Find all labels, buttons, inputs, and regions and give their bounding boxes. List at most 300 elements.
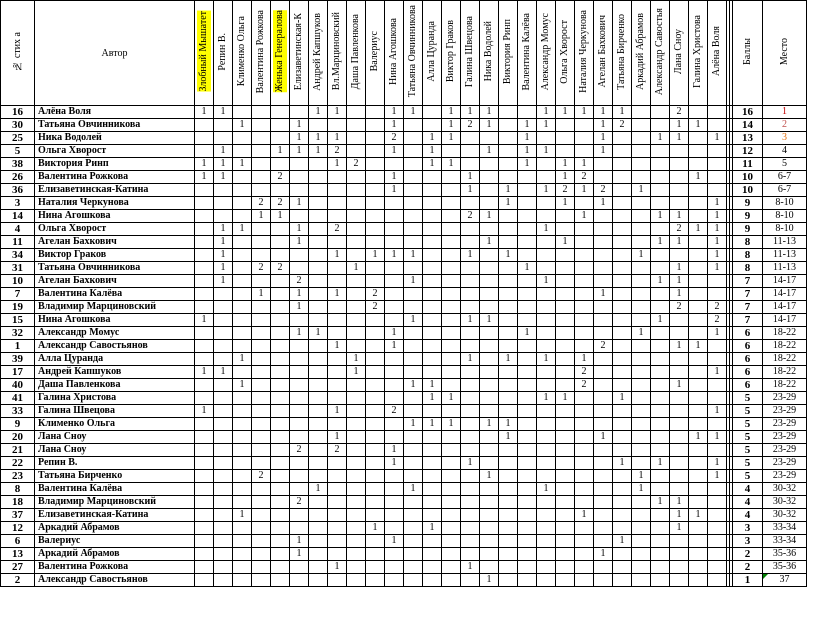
vote-cell[interactable] bbox=[214, 444, 233, 457]
vote-cell[interactable] bbox=[347, 288, 366, 301]
vote-cell[interactable] bbox=[632, 405, 651, 418]
vote-cell[interactable] bbox=[442, 327, 461, 340]
vote-cell[interactable] bbox=[385, 392, 404, 405]
vote-cell[interactable] bbox=[233, 236, 252, 249]
vote-cell[interactable] bbox=[423, 210, 442, 223]
vote-cell[interactable] bbox=[708, 496, 727, 509]
author-cell[interactable]: Галина Христова bbox=[35, 392, 195, 405]
vote-cell[interactable]: 2 bbox=[252, 262, 271, 275]
vote-cell[interactable] bbox=[195, 561, 214, 574]
vote-cell[interactable] bbox=[499, 327, 518, 340]
vote-cell[interactable] bbox=[461, 496, 480, 509]
vote-cell[interactable]: 1 bbox=[499, 418, 518, 431]
poem-number-cell[interactable]: 10 bbox=[1, 275, 35, 288]
vote-cell[interactable] bbox=[575, 444, 594, 457]
vote-cell[interactable] bbox=[233, 249, 252, 262]
vote-cell[interactable] bbox=[252, 574, 271, 587]
place-cell[interactable]: 14-17 bbox=[763, 288, 807, 301]
vote-cell[interactable]: 1 bbox=[480, 470, 499, 483]
vote-cell[interactable] bbox=[461, 548, 480, 561]
place-cell[interactable]: 4 bbox=[763, 145, 807, 158]
vote-cell[interactable] bbox=[594, 301, 613, 314]
vote-cell[interactable]: 1 bbox=[442, 119, 461, 132]
vote-cell[interactable] bbox=[366, 340, 385, 353]
vote-cell[interactable] bbox=[575, 574, 594, 587]
vote-cell[interactable] bbox=[195, 392, 214, 405]
vote-cell[interactable] bbox=[613, 132, 632, 145]
vote-cell[interactable]: 1 bbox=[290, 548, 309, 561]
vote-cell[interactable] bbox=[404, 405, 423, 418]
vote-cell[interactable] bbox=[347, 301, 366, 314]
vote-cell[interactable] bbox=[480, 171, 499, 184]
vote-cell[interactable] bbox=[385, 223, 404, 236]
vote-cell[interactable]: 2 bbox=[461, 210, 480, 223]
vote-cell[interactable]: 2 bbox=[328, 145, 347, 158]
vote-cell[interactable] bbox=[195, 509, 214, 522]
vote-cell[interactable] bbox=[404, 158, 423, 171]
vote-cell[interactable]: 1 bbox=[214, 106, 233, 119]
author-header-cell[interactable] bbox=[35, 1, 195, 106]
vote-cell[interactable] bbox=[499, 145, 518, 158]
vote-cell[interactable] bbox=[195, 340, 214, 353]
vote-cell[interactable]: 1 bbox=[556, 171, 575, 184]
vote-cell[interactable] bbox=[480, 327, 499, 340]
vote-cell[interactable]: 2 bbox=[271, 171, 290, 184]
vote-cell[interactable] bbox=[214, 210, 233, 223]
vote-cell[interactable] bbox=[537, 210, 556, 223]
place-cell[interactable]: 23-29 bbox=[763, 405, 807, 418]
poem-number-cell[interactable]: 40 bbox=[1, 379, 35, 392]
vote-cell[interactable] bbox=[252, 522, 271, 535]
vote-cell[interactable]: 1 bbox=[556, 106, 575, 119]
vote-cell[interactable]: 1 bbox=[480, 145, 499, 158]
vote-cell[interactable] bbox=[499, 496, 518, 509]
vote-cell[interactable] bbox=[290, 574, 309, 587]
score-cell[interactable]: 10 bbox=[733, 171, 763, 184]
poem-number-cell[interactable]: 22 bbox=[1, 457, 35, 470]
vote-cell[interactable] bbox=[290, 314, 309, 327]
author-cell[interactable]: Александр Момус bbox=[35, 327, 195, 340]
vote-cell[interactable] bbox=[480, 405, 499, 418]
place-cell[interactable]: 3 bbox=[763, 132, 807, 145]
vote-cell[interactable]: 1 bbox=[670, 509, 689, 522]
vote-cell[interactable]: 1 bbox=[613, 535, 632, 548]
vote-cell[interactable] bbox=[537, 496, 556, 509]
vote-cell[interactable]: 1 bbox=[461, 457, 480, 470]
score-cell[interactable]: 7 bbox=[733, 301, 763, 314]
vote-cell[interactable] bbox=[480, 457, 499, 470]
vote-cell[interactable]: 1 bbox=[613, 457, 632, 470]
vote-cell[interactable] bbox=[366, 470, 385, 483]
vote-cell[interactable] bbox=[480, 392, 499, 405]
vote-cell[interactable]: 1 bbox=[556, 158, 575, 171]
vote-cell[interactable] bbox=[385, 483, 404, 496]
vote-cell[interactable] bbox=[366, 145, 385, 158]
vote-cell[interactable] bbox=[385, 353, 404, 366]
vote-cell[interactable] bbox=[461, 535, 480, 548]
vote-cell[interactable] bbox=[632, 574, 651, 587]
vote-cell[interactable] bbox=[385, 288, 404, 301]
vote-cell[interactable] bbox=[632, 223, 651, 236]
vote-cell[interactable] bbox=[556, 366, 575, 379]
poem-number-cell[interactable]: 5 bbox=[1, 145, 35, 158]
vote-cell[interactable]: 2 bbox=[252, 197, 271, 210]
vote-cell[interactable] bbox=[537, 561, 556, 574]
vote-cell[interactable] bbox=[271, 132, 290, 145]
vote-cell[interactable] bbox=[271, 314, 290, 327]
vote-cell[interactable] bbox=[708, 340, 727, 353]
vote-cell[interactable] bbox=[290, 210, 309, 223]
vote-cell[interactable]: 1 bbox=[480, 314, 499, 327]
vote-cell[interactable] bbox=[708, 522, 727, 535]
vote-cell[interactable] bbox=[347, 457, 366, 470]
vote-cell[interactable] bbox=[594, 158, 613, 171]
score-cell[interactable]: 6 bbox=[733, 379, 763, 392]
vote-cell[interactable] bbox=[575, 431, 594, 444]
vote-cell[interactable]: 2 bbox=[556, 184, 575, 197]
vote-cell[interactable]: 1 bbox=[518, 158, 537, 171]
author-cell[interactable]: Валентина Рожкова bbox=[35, 171, 195, 184]
vote-cell[interactable] bbox=[708, 158, 727, 171]
vote-cell[interactable] bbox=[366, 262, 385, 275]
vote-cell[interactable]: 1 bbox=[328, 561, 347, 574]
vote-cell[interactable] bbox=[575, 236, 594, 249]
vote-cell[interactable] bbox=[252, 418, 271, 431]
vote-cell[interactable] bbox=[404, 262, 423, 275]
vote-cell[interactable] bbox=[347, 197, 366, 210]
vote-cell[interactable] bbox=[252, 535, 271, 548]
vote-cell[interactable] bbox=[423, 275, 442, 288]
vote-cell[interactable] bbox=[518, 301, 537, 314]
vote-cell[interactable]: 1 bbox=[214, 223, 233, 236]
vote-cell[interactable] bbox=[271, 457, 290, 470]
vote-cell[interactable] bbox=[461, 392, 480, 405]
vote-cell[interactable] bbox=[385, 561, 404, 574]
vote-cell[interactable]: 1 bbox=[404, 418, 423, 431]
vote-cell[interactable] bbox=[252, 340, 271, 353]
vote-cell[interactable] bbox=[499, 509, 518, 522]
place-cell[interactable]: 33-34 bbox=[763, 522, 807, 535]
vote-cell[interactable] bbox=[575, 301, 594, 314]
vote-cell[interactable]: 1 bbox=[670, 275, 689, 288]
judge-header-cell[interactable] bbox=[252, 1, 271, 106]
vote-cell[interactable] bbox=[537, 366, 556, 379]
vote-cell[interactable] bbox=[290, 249, 309, 262]
vote-cell[interactable] bbox=[404, 197, 423, 210]
vote-cell[interactable] bbox=[518, 457, 537, 470]
vote-cell[interactable] bbox=[708, 392, 727, 405]
vote-cell[interactable] bbox=[613, 184, 632, 197]
author-cell[interactable]: Репин В. bbox=[35, 457, 195, 470]
vote-cell[interactable] bbox=[328, 275, 347, 288]
vote-cell[interactable]: 1 bbox=[670, 210, 689, 223]
vote-cell[interactable] bbox=[575, 496, 594, 509]
vote-cell[interactable] bbox=[594, 262, 613, 275]
vote-cell[interactable] bbox=[404, 145, 423, 158]
vote-cell[interactable]: 1 bbox=[328, 106, 347, 119]
vote-cell[interactable] bbox=[689, 457, 708, 470]
vote-cell[interactable] bbox=[689, 158, 708, 171]
author-cell[interactable]: Даша Павленкова bbox=[35, 379, 195, 392]
author-cell[interactable]: Ольга Хворост bbox=[35, 145, 195, 158]
vote-cell[interactable] bbox=[518, 431, 537, 444]
vote-cell[interactable]: 1 bbox=[404, 314, 423, 327]
author-cell[interactable]: Агелан Бахкович bbox=[35, 275, 195, 288]
vote-cell[interactable] bbox=[442, 457, 461, 470]
vote-cell[interactable] bbox=[309, 340, 328, 353]
vote-cell[interactable] bbox=[423, 483, 442, 496]
vote-cell[interactable] bbox=[632, 418, 651, 431]
vote-cell[interactable] bbox=[651, 574, 670, 587]
vote-cell[interactable] bbox=[708, 353, 727, 366]
vote-cell[interactable] bbox=[518, 366, 537, 379]
vote-cell[interactable] bbox=[651, 418, 670, 431]
poem-number-cell[interactable]: 39 bbox=[1, 353, 35, 366]
vote-cell[interactable] bbox=[271, 249, 290, 262]
vote-cell[interactable] bbox=[195, 574, 214, 587]
vote-cell[interactable] bbox=[575, 197, 594, 210]
vote-cell[interactable] bbox=[233, 548, 252, 561]
vote-cell[interactable] bbox=[233, 275, 252, 288]
vote-cell[interactable] bbox=[613, 509, 632, 522]
vote-cell[interactable] bbox=[442, 275, 461, 288]
vote-cell[interactable] bbox=[214, 496, 233, 509]
score-cell[interactable]: 7 bbox=[733, 275, 763, 288]
vote-cell[interactable]: 1 bbox=[689, 171, 708, 184]
vote-cell[interactable] bbox=[233, 132, 252, 145]
vote-cell[interactable] bbox=[651, 340, 670, 353]
score-cell[interactable]: 8 bbox=[733, 236, 763, 249]
vote-cell[interactable] bbox=[537, 574, 556, 587]
vote-cell[interactable] bbox=[404, 301, 423, 314]
vote-cell[interactable]: 2 bbox=[328, 223, 347, 236]
place-cell[interactable]: 23-29 bbox=[763, 470, 807, 483]
vote-cell[interactable] bbox=[689, 314, 708, 327]
vote-cell[interactable] bbox=[214, 405, 233, 418]
vote-cell[interactable] bbox=[233, 327, 252, 340]
vote-cell[interactable] bbox=[461, 405, 480, 418]
poem-number-cell[interactable]: 36 bbox=[1, 184, 35, 197]
vote-cell[interactable] bbox=[556, 340, 575, 353]
vote-cell[interactable] bbox=[328, 184, 347, 197]
vote-cell[interactable] bbox=[632, 145, 651, 158]
author-cell[interactable]: Валентина Рожкова bbox=[35, 561, 195, 574]
vote-cell[interactable] bbox=[271, 574, 290, 587]
vote-cell[interactable]: 1 bbox=[195, 106, 214, 119]
vote-cell[interactable] bbox=[442, 171, 461, 184]
vote-cell[interactable] bbox=[556, 444, 575, 457]
vote-cell[interactable] bbox=[290, 262, 309, 275]
score-cell[interactable]: 6 bbox=[733, 353, 763, 366]
vote-cell[interactable] bbox=[347, 574, 366, 587]
vote-cell[interactable] bbox=[689, 275, 708, 288]
vote-cell[interactable] bbox=[613, 210, 632, 223]
vote-cell[interactable]: 1 bbox=[708, 236, 727, 249]
vote-cell[interactable] bbox=[594, 509, 613, 522]
poem-number-cell[interactable]: 19 bbox=[1, 301, 35, 314]
vote-cell[interactable]: 1 bbox=[309, 106, 328, 119]
vote-cell[interactable] bbox=[366, 483, 385, 496]
vote-cell[interactable]: 1 bbox=[499, 249, 518, 262]
score-cell[interactable]: 4 bbox=[733, 496, 763, 509]
vote-cell[interactable]: 1 bbox=[442, 392, 461, 405]
vote-cell[interactable] bbox=[651, 158, 670, 171]
vote-cell[interactable]: 1 bbox=[480, 210, 499, 223]
vote-cell[interactable] bbox=[613, 366, 632, 379]
poem-number-cell[interactable]: 30 bbox=[1, 119, 35, 132]
vote-cell[interactable]: 1 bbox=[556, 392, 575, 405]
vote-cell[interactable]: 1 bbox=[708, 470, 727, 483]
vote-cell[interactable] bbox=[613, 223, 632, 236]
vote-cell[interactable] bbox=[423, 496, 442, 509]
vote-cell[interactable] bbox=[366, 392, 385, 405]
author-cell[interactable]: Виктор Граков bbox=[35, 249, 195, 262]
vote-cell[interactable] bbox=[556, 249, 575, 262]
poem-number-cell[interactable]: 26 bbox=[1, 171, 35, 184]
vote-cell[interactable] bbox=[195, 457, 214, 470]
vote-cell[interactable] bbox=[632, 444, 651, 457]
vote-cell[interactable] bbox=[480, 483, 499, 496]
vote-cell[interactable] bbox=[423, 327, 442, 340]
score-cell[interactable]: 6 bbox=[733, 366, 763, 379]
judge-header-cell[interactable] bbox=[708, 1, 727, 106]
vote-cell[interactable] bbox=[613, 327, 632, 340]
vote-cell[interactable] bbox=[594, 171, 613, 184]
vote-cell[interactable] bbox=[214, 535, 233, 548]
vote-cell[interactable] bbox=[195, 301, 214, 314]
vote-cell[interactable]: 1 bbox=[309, 327, 328, 340]
vote-cell[interactable] bbox=[233, 535, 252, 548]
vote-cell[interactable] bbox=[651, 444, 670, 457]
vote-cell[interactable]: 1 bbox=[708, 223, 727, 236]
vote-cell[interactable] bbox=[480, 353, 499, 366]
place-cell[interactable]: 18-22 bbox=[763, 340, 807, 353]
vote-cell[interactable] bbox=[537, 288, 556, 301]
vote-cell[interactable] bbox=[689, 106, 708, 119]
vote-cell[interactable] bbox=[271, 522, 290, 535]
vote-cell[interactable] bbox=[461, 340, 480, 353]
vote-cell[interactable] bbox=[347, 145, 366, 158]
score-cell[interactable]: 6 bbox=[733, 340, 763, 353]
vote-cell[interactable]: 1 bbox=[537, 275, 556, 288]
score-cell[interactable]: 5 bbox=[733, 418, 763, 431]
vote-cell[interactable]: 1 bbox=[233, 353, 252, 366]
vote-cell[interactable] bbox=[252, 379, 271, 392]
vote-cell[interactable] bbox=[328, 171, 347, 184]
vote-cell[interactable] bbox=[670, 353, 689, 366]
vote-cell[interactable] bbox=[594, 223, 613, 236]
vote-cell[interactable]: 1 bbox=[670, 379, 689, 392]
vote-cell[interactable] bbox=[575, 405, 594, 418]
vote-cell[interactable] bbox=[442, 444, 461, 457]
author-cell[interactable]: Татьяна Овчинникова bbox=[35, 262, 195, 275]
vote-cell[interactable] bbox=[499, 366, 518, 379]
vote-cell[interactable]: 1 bbox=[518, 145, 537, 158]
vote-cell[interactable] bbox=[499, 262, 518, 275]
vote-cell[interactable] bbox=[309, 275, 328, 288]
vote-cell[interactable]: 1 bbox=[461, 171, 480, 184]
vote-cell[interactable] bbox=[385, 509, 404, 522]
vote-cell[interactable] bbox=[347, 522, 366, 535]
vote-cell[interactable]: 1 bbox=[233, 119, 252, 132]
vote-cell[interactable]: 1 bbox=[290, 301, 309, 314]
vote-cell[interactable] bbox=[442, 262, 461, 275]
vote-cell[interactable]: 1 bbox=[423, 158, 442, 171]
vote-cell[interactable]: 1 bbox=[537, 223, 556, 236]
vote-cell[interactable] bbox=[556, 301, 575, 314]
vote-cell[interactable] bbox=[651, 366, 670, 379]
author-cell[interactable]: Галина Швецова bbox=[35, 405, 195, 418]
vote-cell[interactable] bbox=[404, 522, 423, 535]
vote-cell[interactable] bbox=[271, 340, 290, 353]
vote-cell[interactable] bbox=[271, 405, 290, 418]
vote-cell[interactable]: 1 bbox=[499, 184, 518, 197]
vote-cell[interactable]: 1 bbox=[404, 249, 423, 262]
vote-cell[interactable] bbox=[537, 301, 556, 314]
vote-cell[interactable]: 1 bbox=[195, 366, 214, 379]
vote-cell[interactable] bbox=[271, 158, 290, 171]
vote-cell[interactable] bbox=[518, 509, 537, 522]
vote-cell[interactable] bbox=[556, 275, 575, 288]
vote-cell[interactable] bbox=[613, 301, 632, 314]
vote-cell[interactable] bbox=[442, 405, 461, 418]
vote-cell[interactable]: 1 bbox=[689, 119, 708, 132]
vote-cell[interactable] bbox=[708, 418, 727, 431]
vote-cell[interactable] bbox=[442, 301, 461, 314]
vote-cell[interactable] bbox=[632, 197, 651, 210]
vote-cell[interactable] bbox=[480, 223, 499, 236]
vote-cell[interactable] bbox=[632, 262, 651, 275]
vote-cell[interactable] bbox=[442, 431, 461, 444]
vote-cell[interactable] bbox=[195, 184, 214, 197]
vote-cell[interactable] bbox=[556, 457, 575, 470]
vote-cell[interactable] bbox=[252, 184, 271, 197]
vote-cell[interactable] bbox=[442, 522, 461, 535]
vote-cell[interactable] bbox=[575, 548, 594, 561]
vote-cell[interactable] bbox=[499, 171, 518, 184]
vote-cell[interactable] bbox=[461, 223, 480, 236]
vote-cell[interactable] bbox=[518, 223, 537, 236]
vote-cell[interactable]: 1 bbox=[689, 509, 708, 522]
score-cell[interactable]: 13 bbox=[733, 132, 763, 145]
poem-number-cell[interactable]: 13 bbox=[1, 548, 35, 561]
vote-cell[interactable] bbox=[442, 197, 461, 210]
vote-cell[interactable] bbox=[271, 184, 290, 197]
score-cell[interactable]: 16 bbox=[733, 106, 763, 119]
judge-header-cell[interactable] bbox=[518, 1, 537, 106]
vote-cell[interactable]: 1 bbox=[651, 496, 670, 509]
vote-cell[interactable] bbox=[385, 236, 404, 249]
vote-cell[interactable]: 1 bbox=[214, 275, 233, 288]
vote-cell[interactable]: 2 bbox=[594, 340, 613, 353]
poem-number-cell[interactable]: 12 bbox=[1, 522, 35, 535]
vote-cell[interactable] bbox=[195, 197, 214, 210]
vote-cell[interactable] bbox=[214, 470, 233, 483]
vote-cell[interactable] bbox=[632, 392, 651, 405]
vote-cell[interactable] bbox=[366, 132, 385, 145]
vote-cell[interactable] bbox=[708, 288, 727, 301]
vote-cell[interactable] bbox=[328, 418, 347, 431]
vote-cell[interactable] bbox=[632, 496, 651, 509]
vote-cell[interactable] bbox=[404, 496, 423, 509]
vote-cell[interactable] bbox=[670, 561, 689, 574]
vote-cell[interactable] bbox=[537, 236, 556, 249]
vote-cell[interactable] bbox=[708, 145, 727, 158]
vote-cell[interactable] bbox=[423, 288, 442, 301]
vote-cell[interactable] bbox=[252, 392, 271, 405]
vote-cell[interactable] bbox=[499, 210, 518, 223]
vote-cell[interactable] bbox=[518, 470, 537, 483]
